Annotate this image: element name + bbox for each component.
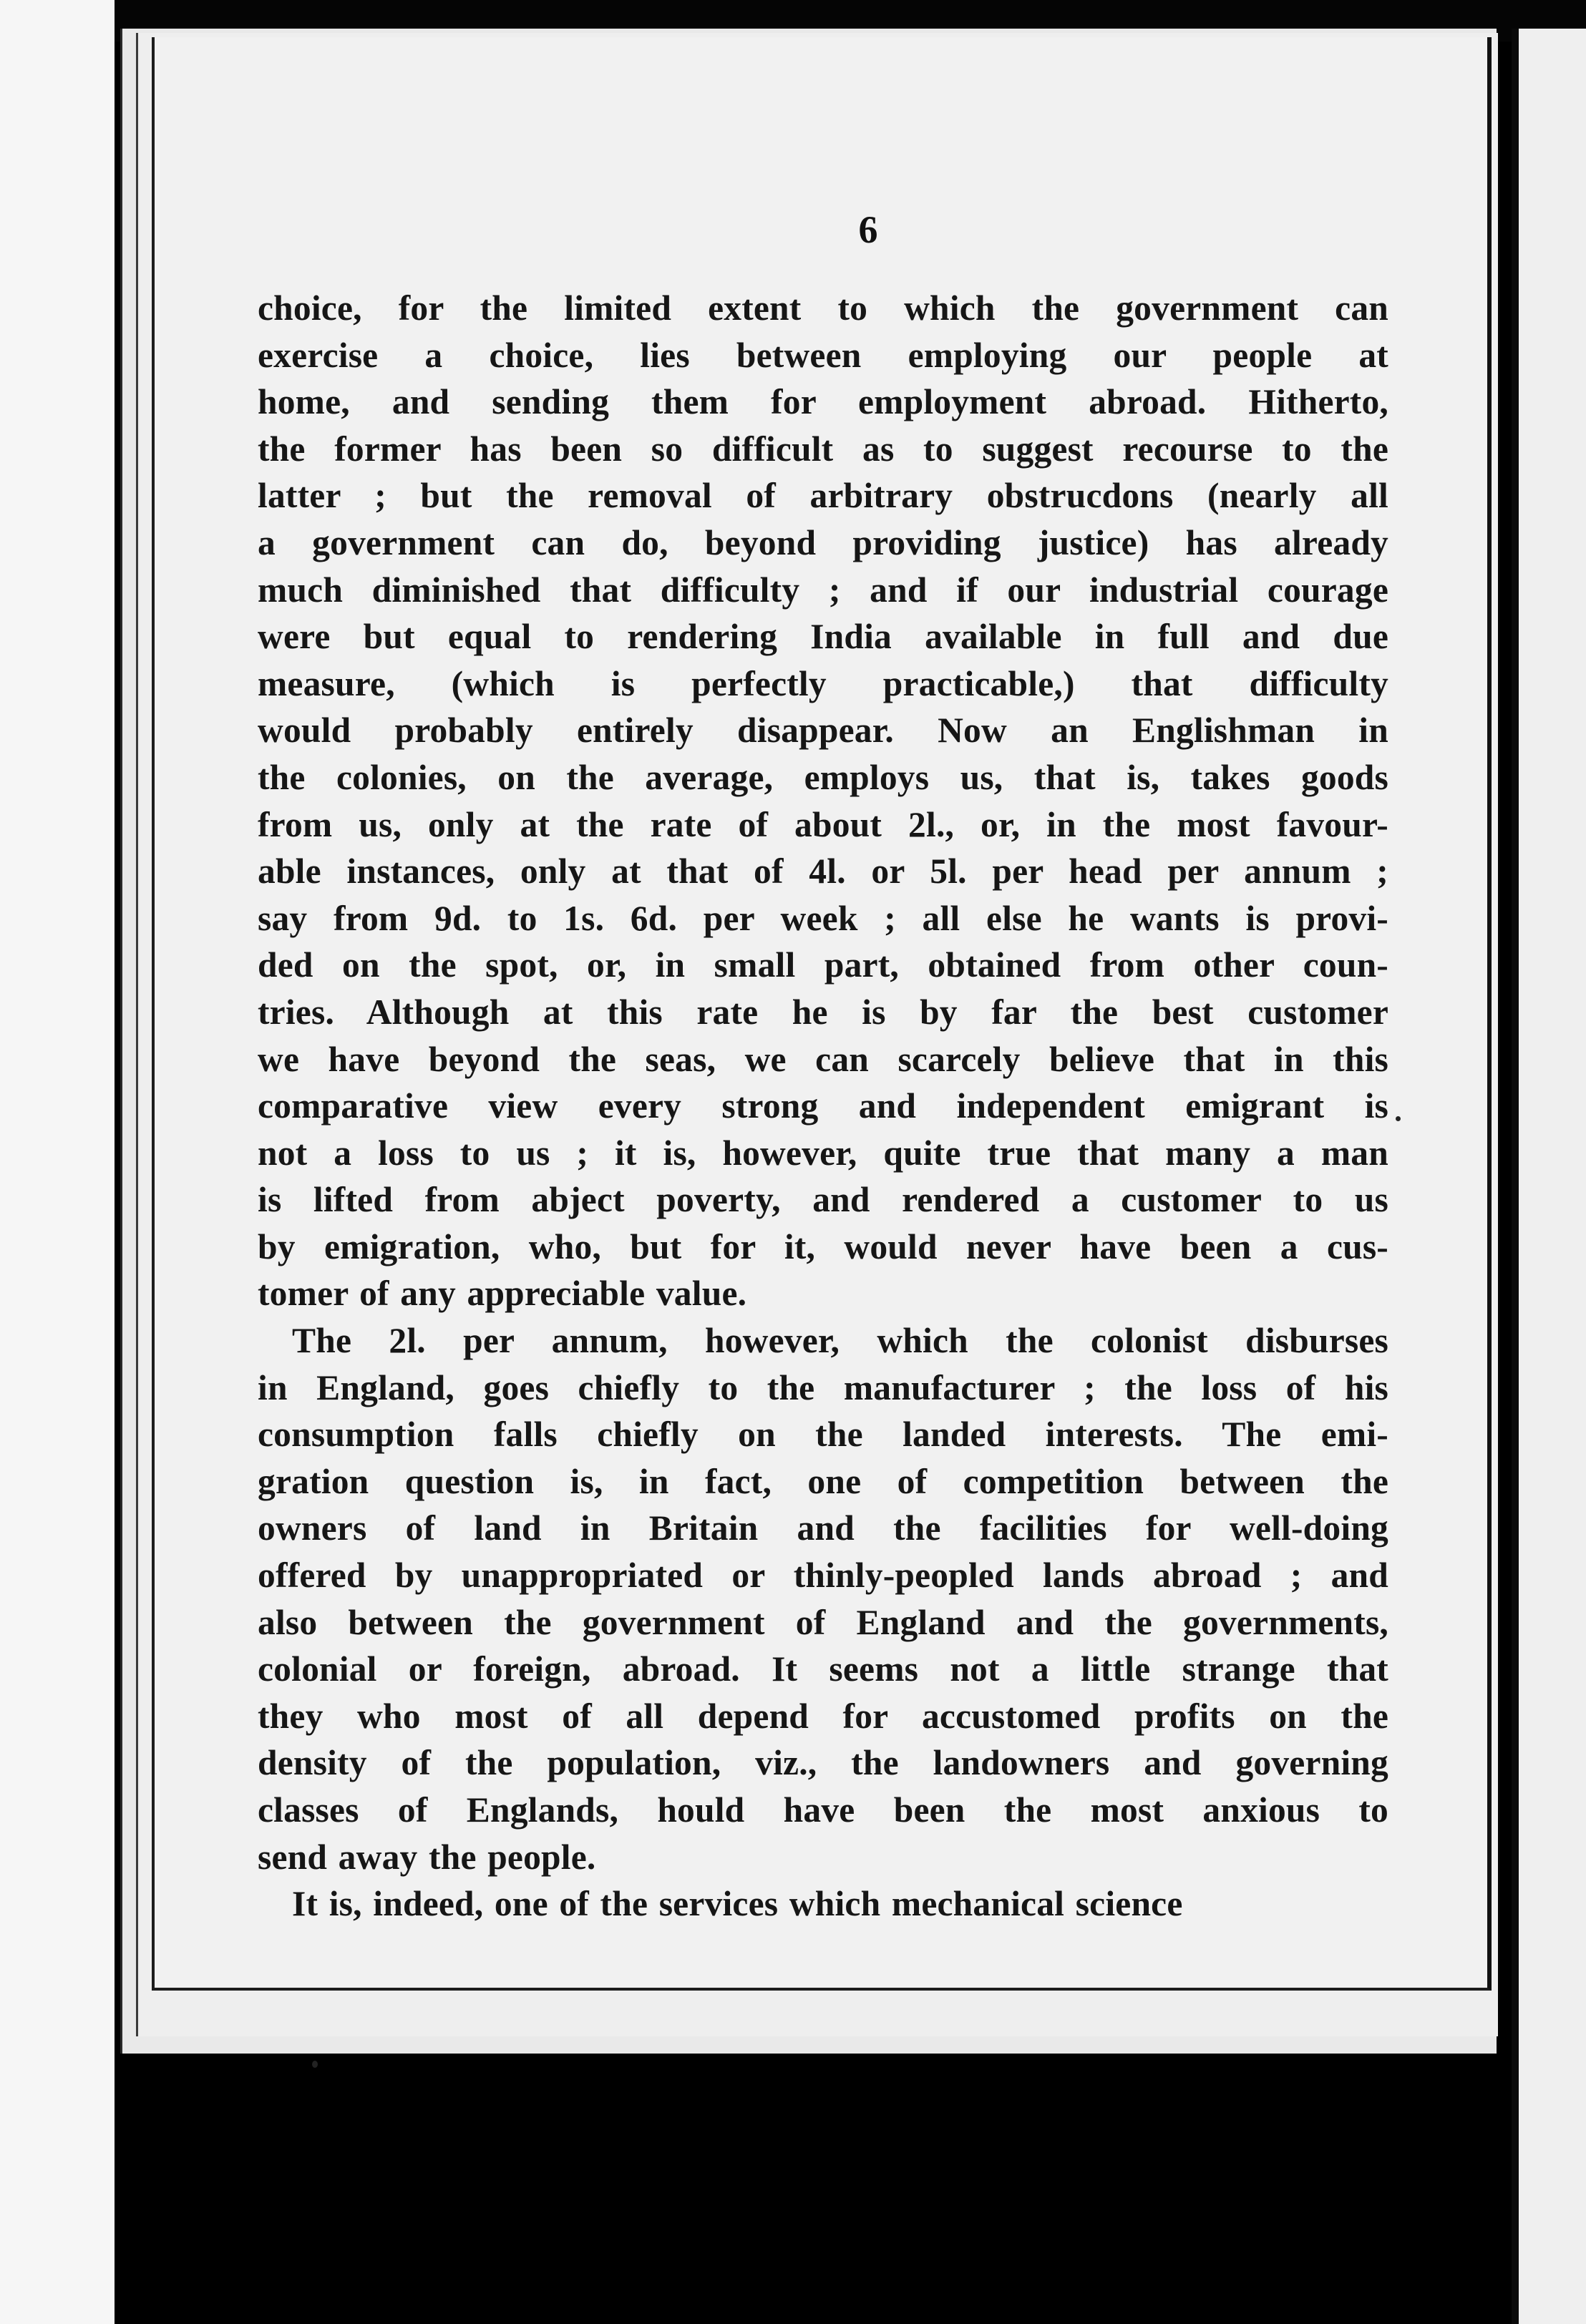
text-line: say from 9d. to 1s. 6d. per week ; all else he wants is provi- [258,898,1388,938]
body-text [258,285,1388,1928]
text-line: the former has been so difficult as to suggest recourse to the [258,429,1388,469]
text-line: latter ; but the removal of arbitrary obstrucdons (nearly all [258,476,1388,516]
text-line: they who most of all depend for accustomed profits on the [258,1696,1388,1736]
text-line: were but equal to rendering India available in full and due [258,617,1388,657]
text-line: would probably entirely disappear. Now an Englishman in [258,711,1388,751]
text-line: tries. Although at this rate he is by far the best customer [258,992,1388,1032]
text-line: in England, goes chiefly to the manufacturer ; the loss of his [258,1367,1388,1407]
text-line: It is, indeed, one of the services which mechanical science [292,1884,1183,1924]
paragraph [258,1317,1388,1880]
text-line: ded on the spot, or, in small part, obtained from other coun- [258,945,1388,985]
text-line: we have beyond the seas, we can scarcely believe that in this [258,1039,1388,1079]
text-line: able instances, only at that of 4l. or 5l. per head per annum ; [258,851,1388,892]
text-line: The 2l. per annum, however, which the colonist disburses [292,1321,1388,1361]
text-line: choice, for the limited extent to which the government can [258,288,1388,328]
text-line: owners of land in Britain and the facilities for well-doing [258,1508,1388,1548]
book-cover-shadow [115,2054,1512,2324]
text-line: colonial or foreign, abroad. It seems not a little strange that [258,1649,1388,1689]
text-line: the colonies, on the average, employs us, that is, takes goods [258,757,1388,797]
text-line: much diminished that difficulty ; and if our industrial courage [258,570,1388,610]
scan-speck [312,2061,318,2068]
paragraph [258,1880,1388,1928]
text-line: tomer of any appreciable value. [258,1274,747,1314]
text-line: comparative view every strong and independent emigrant is [258,1086,1388,1126]
text-line: exercise a choice, lies between employing our people at [258,335,1388,375]
text-line: offered by unappropriated or thinly-peopled lands abroad ; and [258,1556,1388,1596]
text-line: is lifted from abject poverty, and rendered a customer to us [258,1180,1388,1220]
text-line: density of the population, viz., the landowners and governing [258,1743,1388,1783]
scanner-background [0,0,115,2324]
paragraph [258,285,1388,1317]
text-line: by emigration, who, but for it, would never have been a cus- [258,1226,1388,1266]
text-line: send away the people. [258,1837,596,1877]
text-line: home, and sending them for employment abroad. Hitherto, [258,382,1388,422]
scan-speck [1396,1116,1401,1121]
text-line: from us, only at the rate of about 2l., or, in the most favour- [258,804,1388,844]
text-line: also between the government of England and the governments, [258,1602,1388,1642]
text-line: gration question is, in fact, one of competition between the [258,1461,1388,1501]
text-line: not a loss to us ; it is, however, quite true that many a man [258,1133,1388,1173]
page-number: 6 [858,208,878,251]
text-line: measure, (which is perfectly practicable,) that difficulty [258,663,1388,703]
text-line: a government can do, beyond providing justice) has already [258,522,1388,562]
next-page-edge [1512,29,1586,2324]
text-line: classes of Englands, hould have been the most anxious to [258,1790,1388,1830]
text-line: consumption falls chiefly on the landed interests. The emi- [258,1415,1388,1455]
